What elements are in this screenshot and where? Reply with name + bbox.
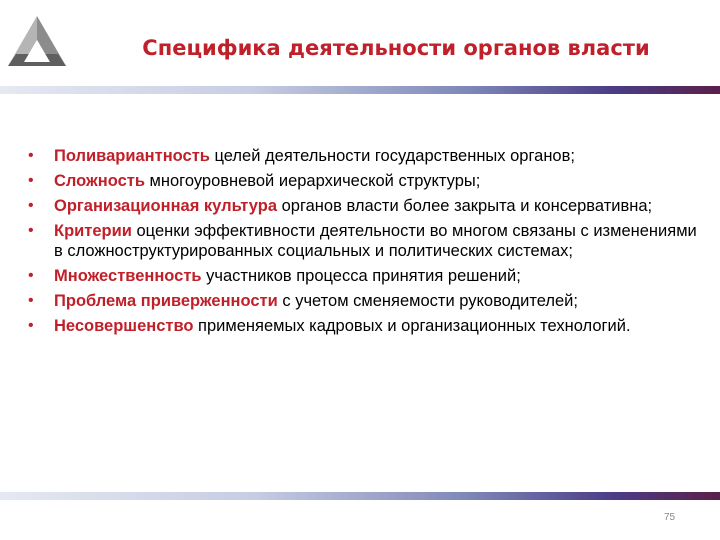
item-term: Несовершенство	[54, 317, 194, 335]
bullet-icon: •	[28, 222, 34, 239]
list-item	[28, 146, 698, 166]
bullet-icon: •	[28, 317, 34, 334]
list-item	[28, 171, 698, 191]
item-text: оценки эффективности деятельности во многом связаны с изменениями в сложноструктурированных социальных и политических системах;	[54, 222, 697, 260]
item-text: многоуровневой иерархической структуры;	[144, 172, 481, 190]
bullet-icon: •	[28, 197, 34, 214]
item-term: Поливариантность	[54, 147, 210, 165]
top-divider-bar	[0, 86, 720, 94]
item-term: Организационная культура	[54, 197, 278, 215]
item-text: органов власти более закрыта и консервативна;	[277, 197, 653, 215]
item-term: Множественность	[54, 267, 202, 285]
list-item	[28, 316, 698, 336]
item-text: участников процесса принятия решений;	[201, 267, 521, 285]
item-term: Проблема приверженности	[54, 292, 278, 310]
item-text: применяемых кадровых и организационных технологий.	[193, 317, 631, 335]
impossible-triangle-logo-icon	[6, 14, 68, 68]
list-item	[28, 266, 698, 286]
list-item	[28, 221, 698, 261]
bottom-divider-bar	[0, 492, 720, 500]
bullet-icon: •	[28, 267, 34, 284]
item-term: Сложность	[54, 172, 145, 190]
item-text: целей деятельности государственных органов;	[209, 147, 575, 165]
bullet-icon: •	[28, 292, 34, 309]
item-text: с учетом сменяемости руководителей;	[277, 292, 578, 310]
bullet-icon: •	[28, 172, 34, 189]
bullet-list	[28, 146, 698, 341]
slide-title: Специфика деятельности органов власти	[142, 36, 650, 60]
page-number: 75	[664, 512, 676, 523]
bullet-icon: •	[28, 147, 34, 164]
item-term: Критерии	[54, 222, 132, 240]
list-item	[28, 291, 698, 311]
list-item	[28, 196, 698, 216]
